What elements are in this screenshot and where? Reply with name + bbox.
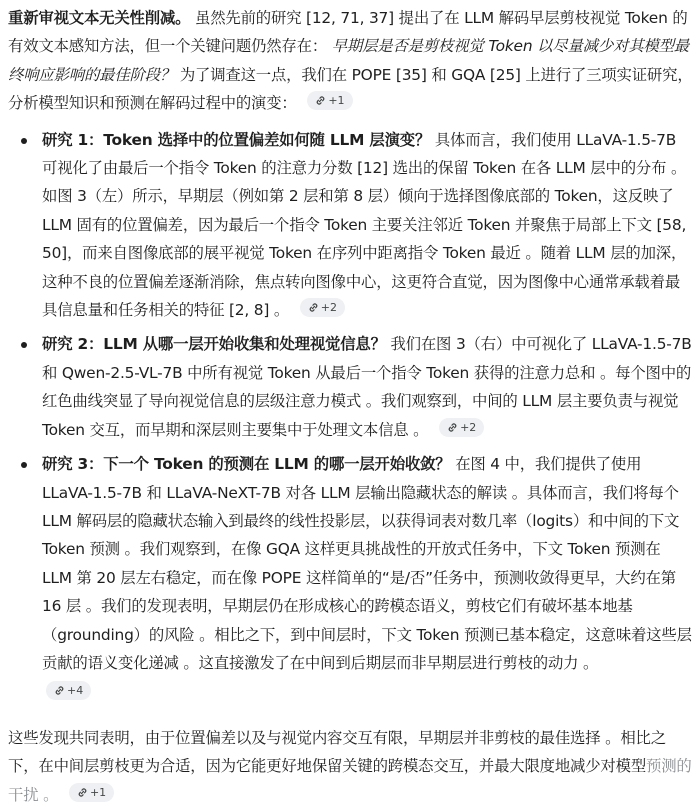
link-icon [77, 787, 88, 798]
citation-chip[interactable] [300, 298, 345, 317]
citation-chip[interactable] [69, 783, 114, 802]
link-icon [308, 302, 319, 313]
intro-text-b: 为了调查这一点，我们在 POPE [35] 和 GQA [25] 上进行了三项实证研究，分析模型知识和预测在解码过程中的演变： [8, 65, 693, 113]
citation-chip-label: +1 [328, 94, 345, 108]
study-item [42, 126, 694, 325]
citation-chip[interactable] [46, 681, 91, 700]
conclusion-paragraph [8, 724, 694, 809]
citation-chip[interactable] [439, 418, 484, 437]
citation-chip-label: +1 [89, 785, 107, 799]
study-body: 我们在图 3（右）中可视化了 LLaVA-1.5-7B 和 Qwen-2.5-VL-7B 中所有视觉 Token 从最后一个指令 Token 获得的注意力总和 。每个图中的红色曲线突显了导向视觉信息的层级注意力模式 。我们观察到，中间的 LLM 层主要负责与视觉 Token 交互，而早期和深层则主要集中于处理文本信息 。 [42, 335, 692, 439]
intro-heading: 重新审视文本无关性削减。 [8, 9, 191, 27]
chip-row [42, 679, 694, 707]
conclusion-fade-text: 预测的干扰 。 [8, 757, 692, 804]
study-body: 具体而言，我们使用 LLaVA-1.5-7B 可视化了由最后一个指令 Token 的注意力分数 [12] 选出的保留 Token 在各 LLM 层中的分布 。如图 3（左）所示，早期层（例如第 2 层和第 8 层）倾向于选择图像底部的 Token，这反映了 LLM 固有的位置偏差，因为最后一个指令 Token 主要关注邻近 Token 并聚焦于局部上下文 [58, 50]，而来自图像底部的展平视觉 Token 在序列中距离指令 Token 最近 。随着 LLM 层的加深，这种不良的位置偏差逐渐消除，焦点转向图像中心，这更符合直觉，因为图像中心通常承载着最具信息量和任务相关的特征 [2, 8] 。 [42, 130, 687, 320]
link-icon [54, 685, 65, 696]
conclusion-text: 这些发现共同表明，由于位置偏差以及与视觉内容交互有限，早期层并非剪枝的最佳选择 。相比之下，在中间层剪枝更为合适，因为它能更好地保留关键的跨模态交互，并最大限度地减少对模型 [8, 728, 666, 776]
study-title: 研究 2：LLM 从哪一层开始收集和处理视觉信息？ [42, 335, 386, 354]
citation-chip-label: +2 [320, 301, 337, 315]
intro-question: 早期层是否是剪枝视觉 Token 以尽量减少对其模型最终响应影响的最佳阶段？ [8, 37, 689, 84]
citation-chip[interactable] [307, 91, 352, 110]
intro-paragraph [8, 4, 694, 118]
study-item [42, 450, 694, 708]
citation-chip-label: +2 [460, 420, 477, 434]
study-title: 研究 1：Token 选择中的位置偏差如何随 LLM 层演变？ [42, 130, 431, 149]
study-body: 在图 4 中，我们提供了使用 LLaVA-1.5-7B 和 LLaVA-NeXT-7B 对各 LLM 层输出隐藏状态的解读 。具体而言，我们将每个 LLM 解码层的隐藏状态输入到最终的线性投影层，以获得词表对数几率（logits）和中间的下文 Token 预测 。我们观察到，在像 GQA 这样更具挑战性的开放式任务中，下文 Token 预测在 LLM 第 20 层左右稳定，而在像 POPE 这样简单的“是/否”任务中，预测收敛得更早，大约在第 16 层 。我们的发现表明，早期层仍在形成核心的跨模态语义，剪枝它们有破坏基本地基（grounding）的风险 。相比之下，到中间层时，下文 Token 预测已基本稳定，这意味着这些层贡献的语义变化递减 。这直接激发了在中间到后期层而非早期层进行剪枝的动力 。 [42, 455, 692, 672]
studies-list [8, 126, 694, 708]
study-item [42, 330, 694, 444]
citation-chip-label: +4 [67, 684, 84, 698]
link-icon [447, 422, 458, 433]
study-title: 研究 3：下一个 Token 的预测在 LLM 的哪一层开始收敛？ [42, 455, 451, 474]
intro-text-a: 虽然先前的研究 [12, 71, 37] 提出了在 LLM 解码早层剪枝视觉 Token 的有效文本感知方法，但一个关键问题仍然存在： [8, 9, 688, 56]
link-icon [315, 95, 326, 106]
